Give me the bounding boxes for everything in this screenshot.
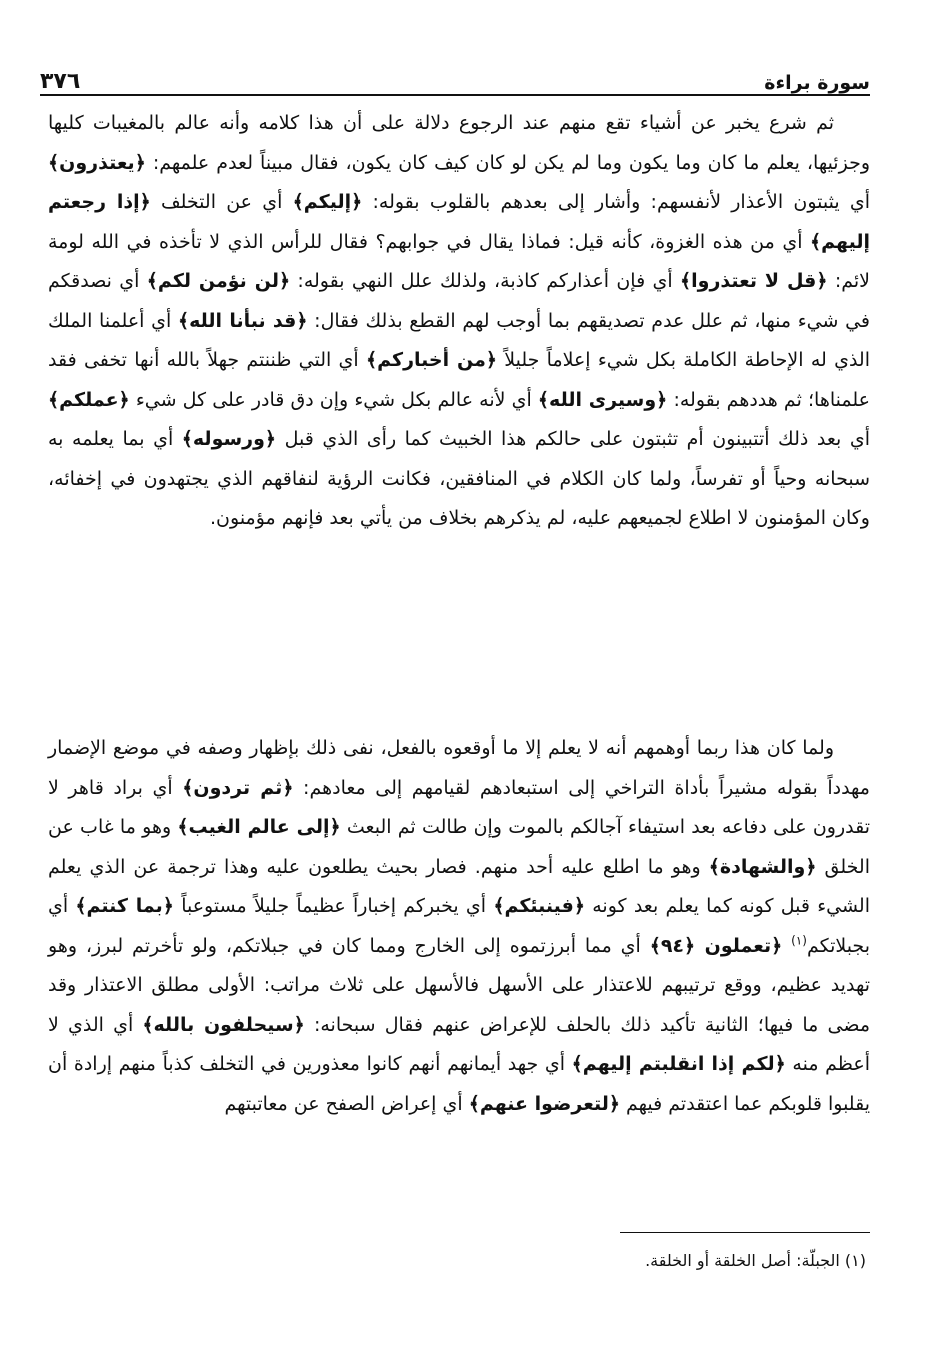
quran-quote: ﴿لن نؤمن لكم﴾ bbox=[146, 270, 291, 292]
quran-quote: ﴿والشهادة﴾ bbox=[708, 855, 817, 878]
running-title: سورة براءة bbox=[764, 72, 870, 94]
text-run: أي من هذه الغزوة، كأنه قيل: فماذا يقال في جوابهم؟ فقال للرأس الذي لا تأخذه في الله لومة لائم: bbox=[48, 230, 870, 292]
footnote-reference: (١) bbox=[791, 933, 807, 948]
text-run: أي لأنه عالم بكل شيء وإن دق قادر على كل شيء bbox=[129, 388, 538, 411]
text-run: أي براد قاهر لا تقدرون على دفاعه بعد استيفاء آجالكم بالموت وإن طالت ثم البعث bbox=[48, 776, 870, 838]
quran-quote: ﴿بما كنتم﴾ bbox=[75, 895, 174, 917]
quran-quote: ﴿إلى عالم الغيب﴾ bbox=[177, 816, 341, 838]
text-run: ولما كان هذا ربما أوهمهم أنه لا يعلم إلا ما أوقعوه بالفعل، نفى ذلك بإظهار وصفه في موضع الإضمار مهدداً بقوله مشيراً بأداة التراخي إلى استبعادهم لقيامهم إلى معادهم: bbox=[48, 737, 870, 799]
text-run: أي يخبركم إخباراً عظيماً جليلاً مستوعباً bbox=[173, 895, 494, 917]
quran-quote: ﴿فينبئكم﴾ bbox=[493, 895, 585, 917]
text-run: أي فإن أعذاركم كاذبة، ولذلك علل النهي بقوله: bbox=[290, 270, 680, 292]
quran-quote: ﴿لكم إذا انقلبتم إليهم﴾ bbox=[571, 1053, 786, 1075]
quran-quote: ﴿يعتذرون﴾ bbox=[48, 151, 146, 174]
footnote-rule bbox=[620, 1232, 870, 1233]
quran-quote: ﴿سيحلفون بالله﴾ bbox=[142, 1013, 305, 1036]
paragraph-2 bbox=[48, 729, 870, 1124]
text-run: أي بما يعلمه به سبحانه وحياً أو تفرساً، ولما كان الكلام في المنافقين، فكانت الرؤية لنفاقهم الذي يجتهدون في إخفائه، وكان المؤمنون لا اطلاع لجميعهم عليه، لم يذكرهم بخلاف من يأتي بعد فإنهم مؤمنون. bbox=[48, 428, 870, 529]
quran-quote: ﴿من أخباركم﴾ bbox=[366, 349, 497, 371]
text-run: أي بجبلاتكم bbox=[48, 895, 870, 957]
quran-quote: ﴿ورسوله﴾ bbox=[181, 428, 277, 450]
text-run: أي التي ظننتم جهلاً بالله أنها تخفى فقد علمناها؛ ثم هددهم بقوله: bbox=[48, 349, 870, 411]
text-run: أي جهد أيمانهم أنهم كانوا معذورين في التخلف كذباً منهم إرادة أن يقلبوا قلوبكم عما اعتقدتم فيهم bbox=[48, 1053, 870, 1115]
text-run: أي بعد ذلك أتتبينون أم تثبتون على حالكم هذا الخبيث كما رأى الذي قبل bbox=[276, 428, 870, 450]
quran-quote: ﴿تعملون ﴿٩٤﴾ bbox=[649, 934, 783, 957]
quran-quote: ﴿قد نبأنا الله﴾ bbox=[178, 309, 308, 332]
quran-quote: ﴿ثم تردون﴾ bbox=[182, 776, 294, 799]
text-run: وهو ما اطلع عليه أحد منهم. فصار بحيث يطلعون عليه وهذا ترجمة عن الذي يعلم الشيء قبل كونه كما يعلم بعد كونه bbox=[48, 855, 870, 917]
text-run: وهو ما غاب عن الخلق bbox=[48, 816, 870, 878]
text-run: أي الذي لا أعظم منه bbox=[48, 1013, 870, 1075]
page-number: ٣٧٦ bbox=[40, 69, 81, 94]
text-run bbox=[782, 935, 791, 957]
page-header bbox=[40, 54, 870, 94]
paragraph-1 bbox=[48, 104, 870, 539]
quran-quote: ﴿إليكم﴾ bbox=[292, 191, 363, 213]
footnote: (١) الجبلّة: أصل الخلقة أو الخلقة. bbox=[645, 1251, 866, 1270]
quran-quote: ﴿عملكم﴾ bbox=[48, 388, 130, 411]
quran-quote: ﴿وسيرى الله﴾ bbox=[537, 388, 668, 411]
text-run: أي إعراض الصفح عن معاتبتهم bbox=[224, 1092, 469, 1115]
text-run: أي عن التخلف bbox=[150, 191, 293, 213]
text-run: ثم شرع يخبر عن أشياء تقع منهم عند الرجوع دلالة على أن هذا كلامه وأنه عالم بالمغيبات كليها وجزئيها، يعلم ما كان وما يكون وما لم يكن لو كان كيف كان يكون، فقال مبيناً لعدم علمهم: bbox=[48, 112, 870, 174]
header-rule bbox=[40, 94, 870, 96]
text-run: أي مما أبرزتموه إلى الخارج ومما كان في جبلاتكم، ولو تأخرتم لبرز، وهو تهديد عظيم، ووقع ترتيبهم للاعتذار على الأسهل فالأسهل على ثلاث مراتب: الأولى مطلق الاعتذار وقد مضى ما فيها؛ الثانية تأكيد ذلك بالحلف للإعراض عنهم فقال سبحانه: bbox=[48, 934, 870, 1036]
text-run: أي نصدقكم في شيء منها، ثم علل عدم تصديقهم بما أوجب لهم القطع بذلك فقال: bbox=[48, 270, 871, 332]
text-run: أي يثبتون الأعذار لأنفسهم: وأشار إلى بعدهم بالقلوب بقوله: bbox=[362, 191, 871, 213]
text-run: أي أعلمنا الملك الذي له الإحاطة الكاملة بكل شيء إعلاماً جليلاً bbox=[48, 309, 870, 371]
quran-quote: ﴿إذا رجعتم إليهم﴾ bbox=[48, 191, 870, 253]
quran-quote: ﴿قل لا تعتذروا﴾ bbox=[679, 270, 828, 292]
quran-quote: ﴿لتعرضوا عنهم﴾ bbox=[468, 1092, 620, 1115]
